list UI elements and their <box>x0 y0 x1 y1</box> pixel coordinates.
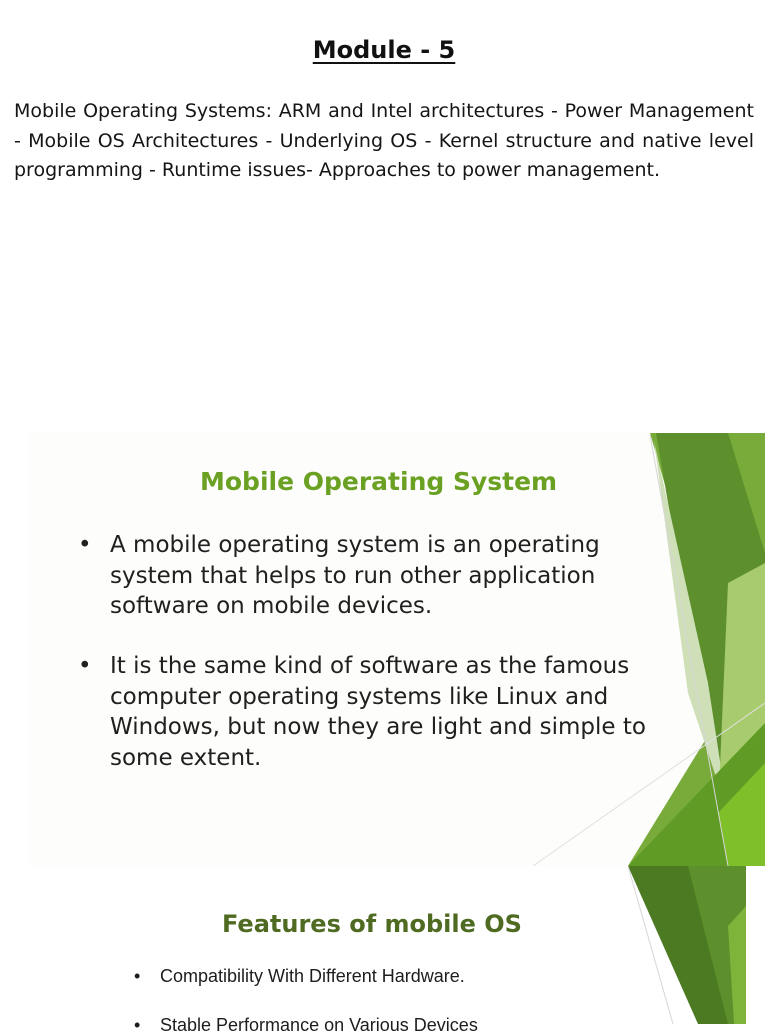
module-description: Mobile Operating Systems: ARM and Intel architectures - Power Management - Mobile OS Architectures - Underlying OS - Kernel structure and native level programming - Runtime issues- Approaches to power management. <box>14 100 754 181</box>
list-item-text: A mobile operating system is an operating system that helps to run other application software on mobile devices. <box>110 532 600 619</box>
bullet-icon: • <box>134 966 141 986</box>
list-item-text: Stable Performance on Various Devices <box>160 1015 478 1035</box>
list-item <box>78 651 650 773</box>
slide-decoration-shapes <box>28 866 765 1024</box>
list-item-text: It is the same kind of software as the famous computer operating systems like Linux and Windows, but now they are light and simple to some extent. <box>110 653 646 771</box>
slide-mobile-operating-system <box>28 433 765 866</box>
list-item <box>134 1015 478 1036</box>
list-item <box>134 966 465 987</box>
page-title: Module - 5 <box>312 36 456 64</box>
bullet-icon: • <box>78 532 92 558</box>
bullet-icon: • <box>78 653 92 679</box>
slide-features-of-mobile-os <box>28 866 765 1035</box>
slide-title: Mobile Operating System <box>200 467 558 496</box>
list-item <box>78 530 630 622</box>
bullet-icon: • <box>134 1015 141 1035</box>
slide-title: Features of mobile OS <box>222 910 522 938</box>
slide-decoration-shapes <box>28 433 765 866</box>
list-item-text: Compatibility With Different Hardware. <box>160 966 465 986</box>
